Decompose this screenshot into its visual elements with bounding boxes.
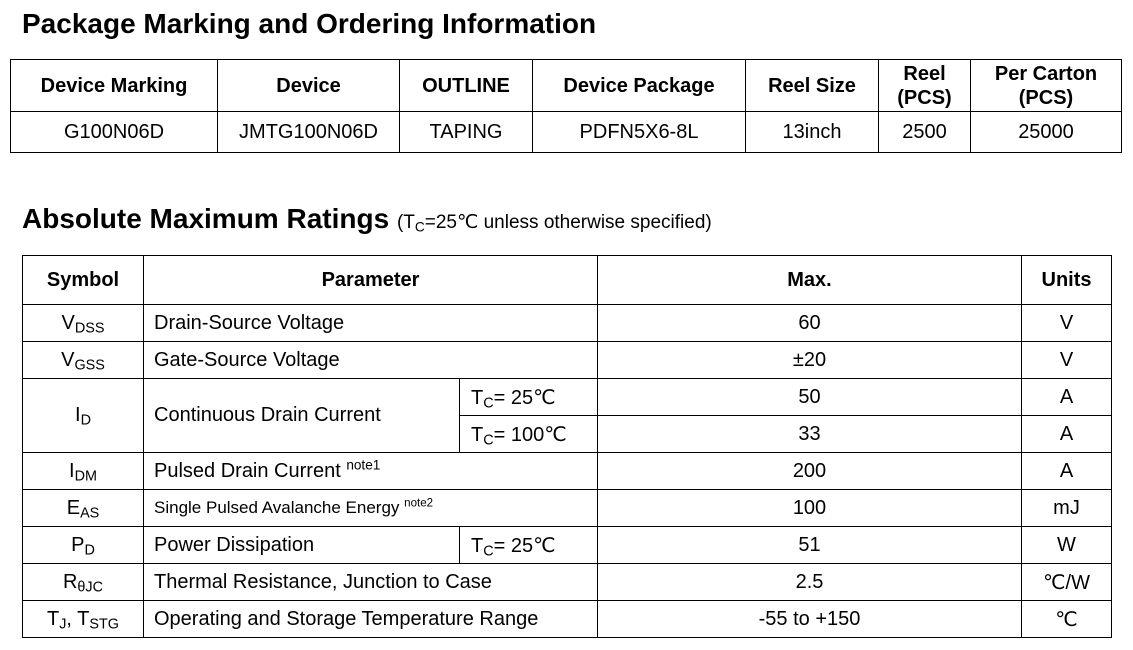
device-marking-value: G100N06D	[11, 112, 218, 153]
header-symbol: Symbol	[23, 256, 144, 305]
table-row	[23, 527, 1112, 564]
header-reel-line2: (PCS)	[897, 86, 952, 109]
parameter-cell: Continuous Drain Current	[144, 379, 460, 453]
symbol-pd	[23, 527, 144, 564]
symbol-subscript: D	[84, 542, 95, 559]
ratings-table	[22, 255, 1112, 638]
unit-value: A	[1022, 453, 1112, 490]
symbol-vdss	[23, 305, 144, 342]
header-device: Device	[218, 60, 400, 112]
symbol-subscript: STG	[89, 616, 119, 633]
max-value: -55 to +150	[598, 601, 1022, 638]
table-row	[23, 379, 1112, 416]
condition-letter: T	[471, 423, 484, 446]
symbol-letter: I	[75, 404, 81, 426]
table-row	[23, 342, 1112, 379]
parameter-cell: Drain-Source Voltage	[144, 305, 598, 342]
parameter-cell: Operating and Storage Temperature Range	[144, 601, 598, 638]
header-carton-line2: (PCS)	[1018, 86, 1074, 109]
header-per-carton	[971, 60, 1122, 112]
ordering-info-title: Package Marking and Ordering Information	[22, 8, 597, 39]
cond-rest: =25℃ unless otherwise specified)	[424, 212, 712, 233]
parameter-text: Single Pulsed Avalanche Energy	[154, 498, 400, 517]
header-carton-line1: Per Carton	[994, 62, 1098, 85]
symbol-letter: V	[61, 348, 75, 371]
table-row	[23, 305, 1112, 342]
reel-size-value: 13inch	[746, 112, 879, 153]
symbol-subscript: GSS	[74, 357, 105, 374]
condition-cell	[460, 379, 598, 416]
device-value: JMTG100N06D	[218, 112, 400, 153]
symbol-subscript: AS	[80, 505, 100, 522]
max-value: 200	[598, 453, 1022, 490]
unit-value: V	[1022, 342, 1112, 379]
absolute-max-ratings-title	[22, 203, 712, 235]
header-reel-line1: Reel	[903, 62, 946, 85]
table-row	[23, 601, 1112, 638]
header-device-marking: Device Marking	[11, 60, 218, 112]
note-reference: note2	[404, 497, 434, 510]
max-value: 60	[598, 305, 1022, 342]
unit-value: V	[1022, 305, 1112, 342]
symbol-rthjc	[23, 564, 144, 601]
unit-value: ℃/W	[1022, 564, 1112, 601]
max-value: 2.5	[598, 564, 1022, 601]
note-reference: note1	[346, 457, 381, 473]
symbol-subscript: J	[59, 616, 67, 633]
max-value: ±20	[598, 342, 1022, 379]
cond-open: (T	[396, 212, 415, 233]
parameter-cell	[144, 453, 598, 490]
ordering-info-table	[10, 59, 1122, 153]
ratings-header-row	[23, 256, 1112, 305]
header-device-package: Device Package	[533, 60, 746, 112]
max-value: 33	[598, 416, 1022, 453]
condition-subscript: C	[483, 432, 494, 449]
table-row	[23, 490, 1112, 527]
header-units: Units	[1022, 256, 1112, 305]
parameter-cell: Power Dissipation	[144, 527, 460, 564]
ratings-condition	[397, 212, 712, 233]
parameter-cell: Gate-Source Voltage	[144, 342, 598, 379]
max-value: 50	[598, 379, 1022, 416]
unit-value: A	[1022, 379, 1112, 416]
symbol-letter: V	[61, 311, 75, 334]
parameter-text: Pulsed Drain Current	[154, 459, 341, 482]
symbol-letter: R	[62, 570, 78, 593]
condition-cell	[460, 527, 598, 564]
symbol-tj-tstg	[23, 601, 144, 638]
table-row	[23, 453, 1112, 490]
parameter-cell	[144, 490, 598, 527]
symbol-subscript: DM	[74, 468, 97, 485]
condition-subscript: C	[483, 543, 494, 560]
symbol-subscript: D	[80, 412, 91, 429]
ordering-data-row	[11, 112, 1122, 153]
parameter-cell: Thermal Resistance, Junction to Case	[144, 564, 598, 601]
ratings-title-text: Absolute Maximum Ratings	[22, 203, 390, 234]
condition-letter: T	[471, 534, 484, 557]
header-reel-pcs	[879, 60, 971, 112]
symbol-separator: , T	[66, 607, 90, 630]
max-value: 100	[598, 490, 1022, 527]
header-reel-size: Reel Size	[746, 60, 879, 112]
symbol-id	[23, 379, 144, 453]
symbol-letter: T	[47, 607, 60, 630]
symbol-subscript: θJC	[77, 579, 104, 596]
condition-subscript: C	[483, 395, 494, 412]
table-row	[23, 564, 1112, 601]
cond-sub: C	[414, 219, 425, 235]
device-package-value: PDFN5X6-8L	[533, 112, 746, 153]
symbol-vgss	[23, 342, 144, 379]
condition-value: = 25℃	[493, 386, 556, 409]
symbol-subscript: DSS	[74, 320, 105, 337]
unit-value: ℃	[1022, 601, 1112, 638]
header-max: Max.	[598, 256, 1022, 305]
condition-value: = 25℃	[493, 534, 556, 557]
unit-value: W	[1022, 527, 1112, 564]
symbol-letter: I	[69, 459, 75, 482]
symbol-letter: P	[71, 533, 85, 556]
condition-value: = 100℃	[493, 423, 567, 446]
unit-value: A	[1022, 416, 1112, 453]
condition-cell	[460, 416, 598, 453]
header-outline: OUTLINE	[400, 60, 533, 112]
reel-pcs-value: 2500	[879, 112, 971, 153]
symbol-letter: E	[66, 496, 81, 519]
outline-value: TAPING	[400, 112, 533, 153]
symbol-eas	[23, 490, 144, 527]
ordering-header-row	[11, 60, 1122, 112]
header-parameter: Parameter	[144, 256, 598, 305]
max-value: 51	[598, 527, 1022, 564]
carton-pcs-value: 25000	[971, 112, 1122, 153]
unit-value: mJ	[1022, 490, 1112, 527]
symbol-idm	[23, 453, 144, 490]
condition-letter: T	[471, 386, 484, 409]
